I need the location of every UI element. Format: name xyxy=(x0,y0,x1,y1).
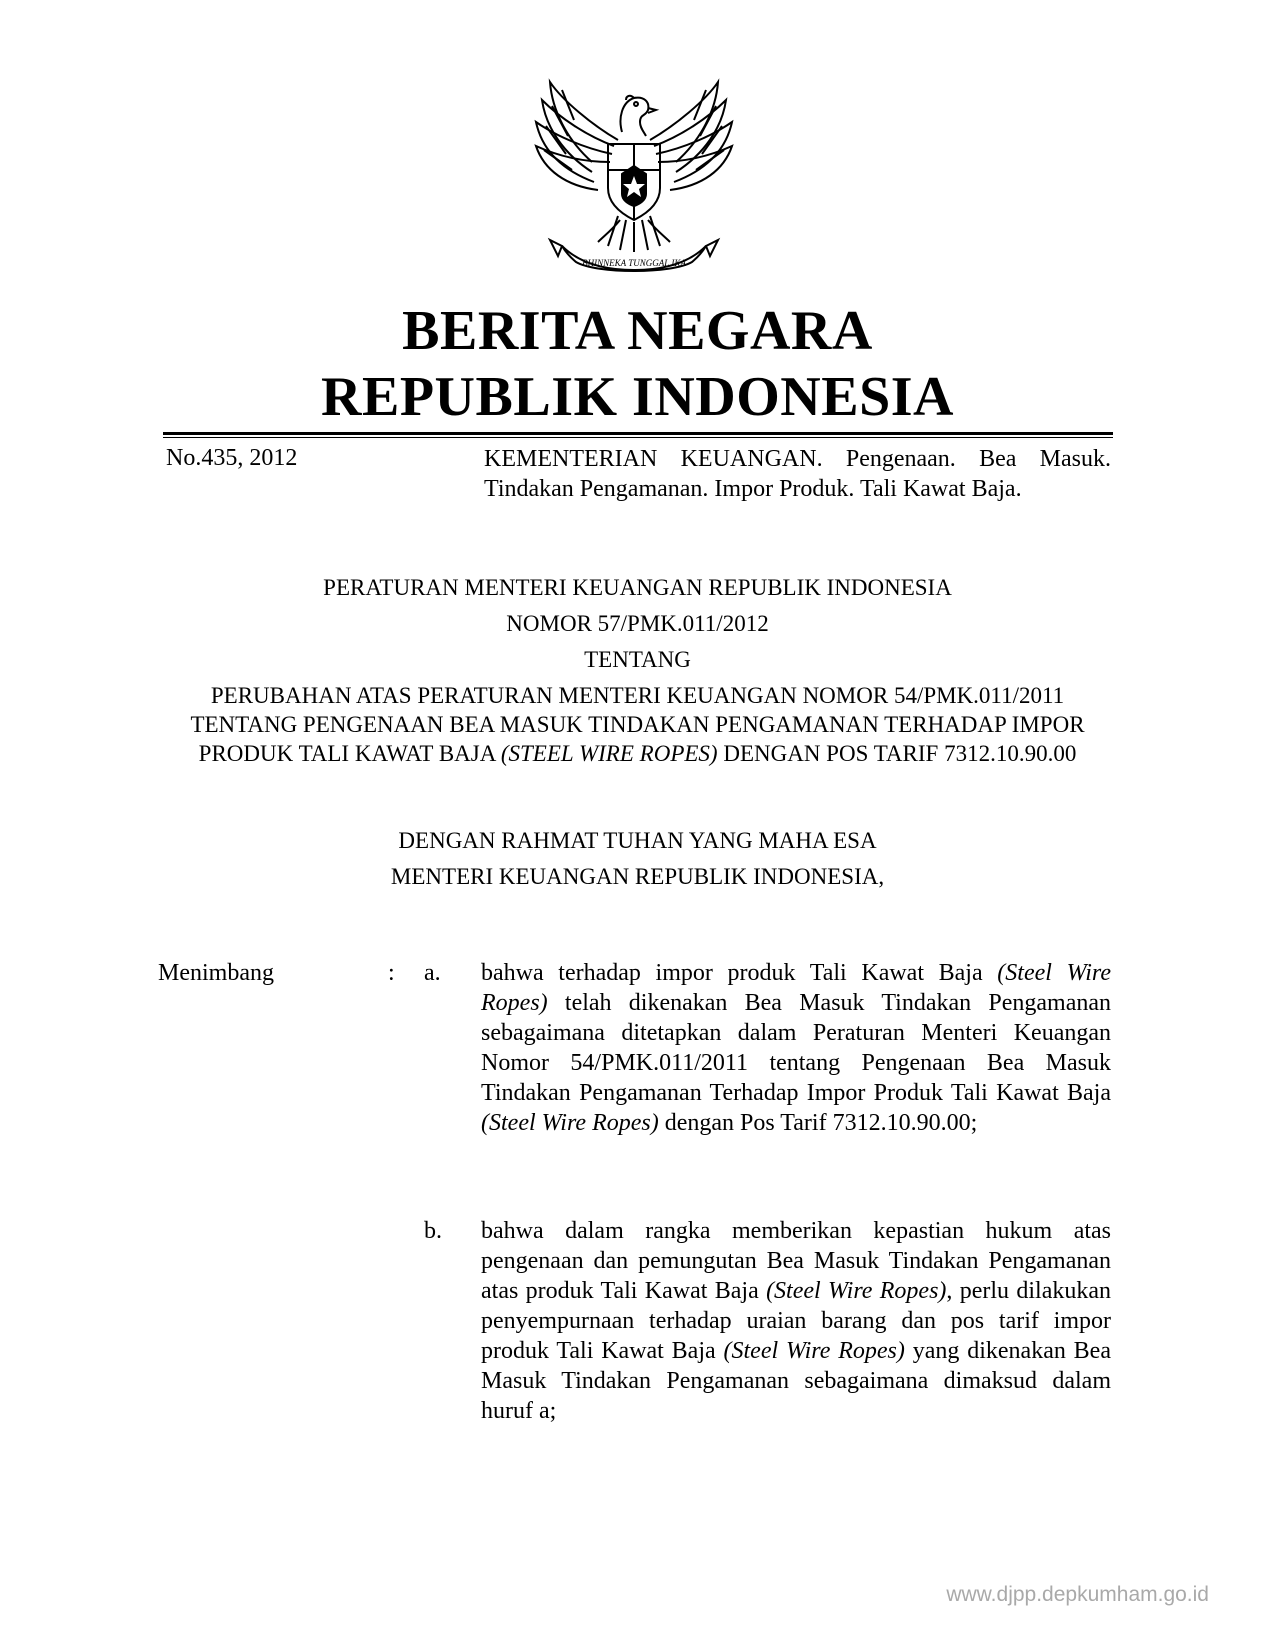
regulation-heading: PERATURAN MENTERI KEUANGAN REPUBLIK INDONESIA xyxy=(323,575,952,600)
masthead-title-line2: REPUBLIK INDONESIA xyxy=(321,366,954,428)
masthead-rule-thin xyxy=(163,437,1113,438)
item-b-marker: b. xyxy=(424,1218,442,1244)
item-b-part1: bahwa dalam rangka memberikan kepastian hukum atas pengenaan dan pemungutan Bea Masuk Tindakan Pengamanan atas produk Tali Kawat Baja xyxy=(481,1218,1111,1304)
item-a-italic1: (Steel Wire Ropes) xyxy=(481,960,1111,1016)
menimbang-colon: : xyxy=(388,960,395,986)
preamble-minister: MENTERI KEUANGAN REPUBLIK INDONESIA, xyxy=(390,864,885,889)
item-b-italic1: (Steel Wire Ropes) xyxy=(766,1278,947,1304)
item-b-part3: yang dikenakan Bea Masuk Tindakan Pengamanan sebagaimana dimaksud dalam huruf a; xyxy=(481,1338,1111,1424)
footer-url: www.djpp.depkumham.go.id xyxy=(946,1583,1209,1606)
preamble-line: DENGAN RAHMAT TUHAN YANG MAHA ESA xyxy=(398,828,877,853)
item-b-text xyxy=(481,1216,1111,1426)
menimbang-label: Menimbang xyxy=(158,960,274,986)
item-b-part2: , perlu dilakukan penyempurnaan terhadap uraian barang dan pos tarif impor produk Tali Kawat Baja xyxy=(481,1278,1112,1364)
regulation-title xyxy=(180,681,1095,768)
item-a-part3: dengan Pos Tarif 7312.10.90.00; xyxy=(658,1110,978,1136)
item-a-text xyxy=(481,958,1111,1138)
item-a-italic2: (Steel Wire Ropes) xyxy=(481,1110,659,1136)
item-a-marker: a. xyxy=(424,960,441,986)
regulation-title-italic: (STEEL WIRE ROPES) xyxy=(500,741,718,766)
issue-subject: KEMENTERIAN KEUANGAN. Pengenaan. Bea Masuk. Tindakan Pengamanan. Impor Produk. Tali Kawat Baja. xyxy=(484,446,1111,502)
issue-number: No.435, 2012 xyxy=(166,445,298,471)
item-a-part2: telah dikenakan Bea Masuk Tindakan Pengamanan sebagaimana ditetapkan dalam Peraturan Menteri Keuangan Nomor 54/PMK.011/2011 tentang Pengenaan Bea Masuk Tindakan Pengamanan Terhadap Impor Produk Tali Kawat Baja xyxy=(481,990,1111,1106)
item-a-part1: bahwa terhadap impor produk Tali Kawat Baja xyxy=(481,960,998,986)
item-b-italic2: (Steel Wire Ropes) xyxy=(723,1338,905,1364)
masthead-title-line1: BERITA NEGARA xyxy=(402,300,873,362)
regulation-number: NOMOR 57/PMK.011/2012 xyxy=(506,611,769,636)
regulation-title-text-end: DENGAN POS TARIF 7312.10.90.00 xyxy=(717,741,1077,766)
regulation-title-text: PERUBAHAN ATAS PERATURAN MENTERI KEUANGAN NOMOR 54/PMK.011/2011 TENTANG PENGENAAN BEA MASUK TINDAKAN PENGAMANAN TERHADAP IMPOR PRODUK TALI KAWAT BAJA xyxy=(190,683,1085,766)
regulation-tentang: TENTANG xyxy=(584,647,691,672)
masthead-rule xyxy=(163,432,1113,435)
emblem-motto: BHINNEKA TUNGGAL IKA xyxy=(582,258,686,268)
garuda-emblem-icon xyxy=(522,70,746,280)
